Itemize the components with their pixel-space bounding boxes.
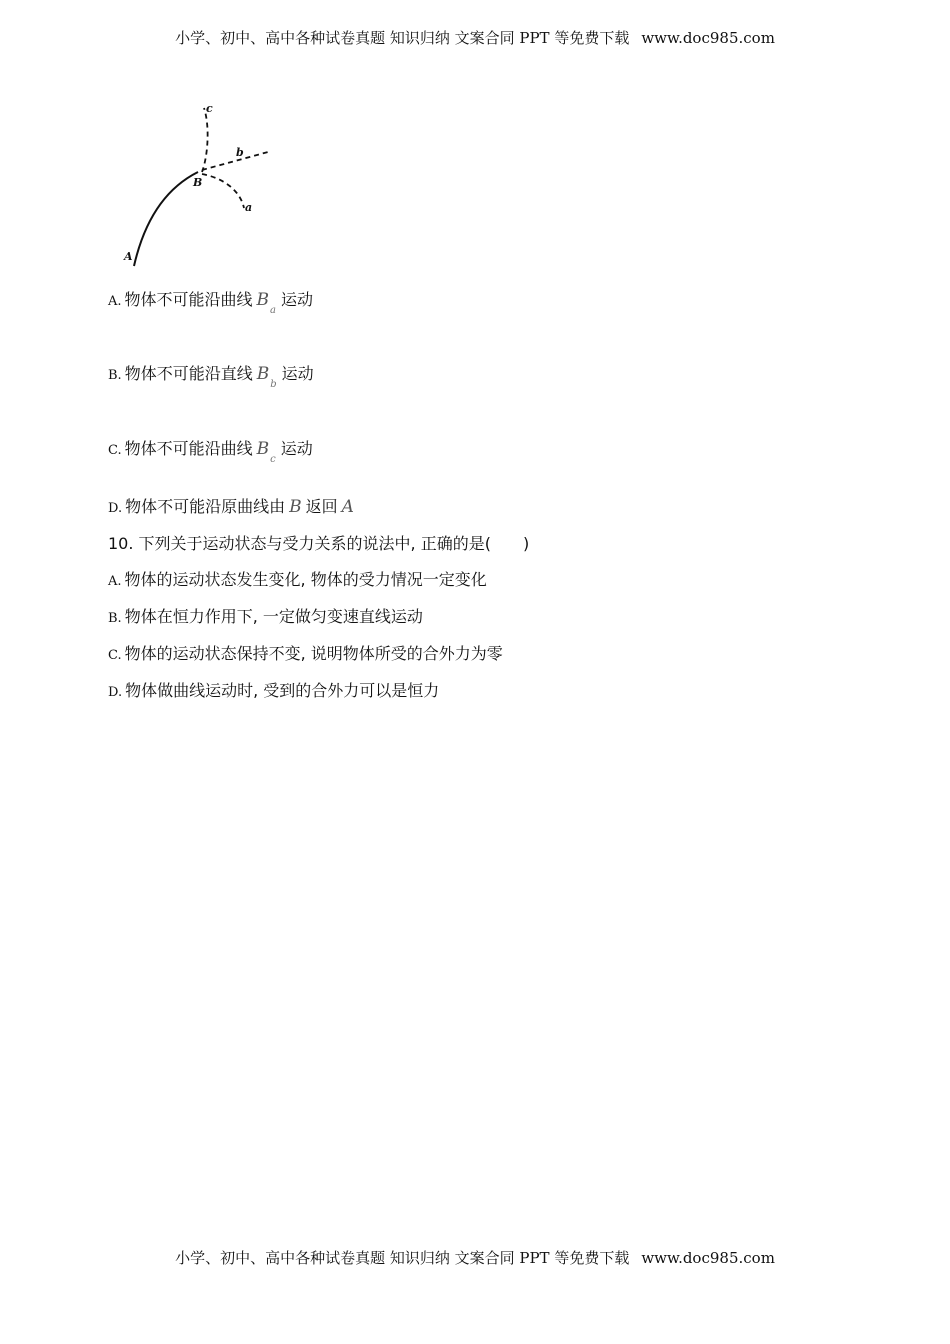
figure-label-A: A xyxy=(124,250,133,263)
dashed-curve-c xyxy=(202,108,208,172)
figure-label-B: B xyxy=(193,176,203,189)
q10-option-c[interactable] xyxy=(108,643,503,667)
option-label: C. xyxy=(108,443,122,458)
q10-stem xyxy=(108,533,529,555)
option-text: 物体的运动状态保持不变, 说明物体所受的合外力为零 xyxy=(124,644,503,663)
option-text: 物体不可能沿曲线 xyxy=(124,290,253,309)
option-label: D. xyxy=(108,685,123,700)
option-mid: 返回 xyxy=(305,497,338,516)
option-text: 物体做曲线运动时, 受到的合外力可以是恒力 xyxy=(125,681,440,700)
option-label: C. xyxy=(108,648,122,663)
dashed-line-b xyxy=(202,152,268,170)
figure-label-c: c xyxy=(206,102,213,115)
footer-text: 小学、初中、高中各种试卷真题 知识归纳 文案合同 PPT 等免费下载 xyxy=(175,1249,630,1267)
math-var: B xyxy=(256,439,270,459)
option-label: A. xyxy=(108,574,122,589)
math-var: B xyxy=(289,497,302,517)
option-text: 物体的运动状态发生变化, 物体的受力情况一定变化 xyxy=(124,570,487,589)
math-subscript: b xyxy=(270,379,277,390)
q9-option-c[interactable] xyxy=(108,438,313,463)
option-text: 物体不可能沿直线 xyxy=(124,364,253,383)
option-tail: 运动 xyxy=(281,364,314,383)
header-url[interactable]: www.doc985.com xyxy=(641,29,775,47)
solid-curve-ab xyxy=(134,172,198,266)
page-footer xyxy=(0,1247,950,1268)
option-tail: 运动 xyxy=(281,290,314,309)
option-label: B. xyxy=(108,611,122,626)
math-var: A xyxy=(341,497,354,517)
q9-option-d[interactable] xyxy=(108,496,358,520)
q10-option-d[interactable] xyxy=(108,680,439,704)
option-label: A. xyxy=(108,294,122,309)
figure-label-b: b xyxy=(236,146,244,159)
trajectory-figure xyxy=(118,96,278,276)
option-text: 物体不可能沿原曲线由 xyxy=(125,497,286,516)
math-subscript: c xyxy=(270,454,276,465)
dashed-curve-a xyxy=(202,174,244,208)
math-var: B xyxy=(256,364,270,384)
option-tail: 运动 xyxy=(280,439,313,458)
option-text: 物体不可能沿曲线 xyxy=(124,439,253,458)
q10-option-a[interactable] xyxy=(108,569,487,593)
q9-option-a[interactable] xyxy=(108,289,313,314)
math-var: B xyxy=(256,290,270,310)
page-header xyxy=(0,27,950,48)
option-text: 物体在恒力作用下, 一定做匀变速直线运动 xyxy=(124,607,423,626)
header-text: 小学、初中、高中各种试卷真题 知识归纳 文案合同 PPT 等免费下载 xyxy=(175,29,630,47)
footer-url[interactable]: www.doc985.com xyxy=(641,1249,775,1267)
q9-option-b[interactable] xyxy=(108,363,314,388)
option-label: B. xyxy=(108,368,122,383)
math-subscript: a xyxy=(270,305,277,316)
question-stem-text: 10. 下列关于运动状态与受力关系的说法中, 正确的是( ) xyxy=(108,534,530,553)
q10-option-b[interactable] xyxy=(108,606,423,630)
option-label: D. xyxy=(108,501,123,516)
figure-label-a: a xyxy=(245,201,253,214)
